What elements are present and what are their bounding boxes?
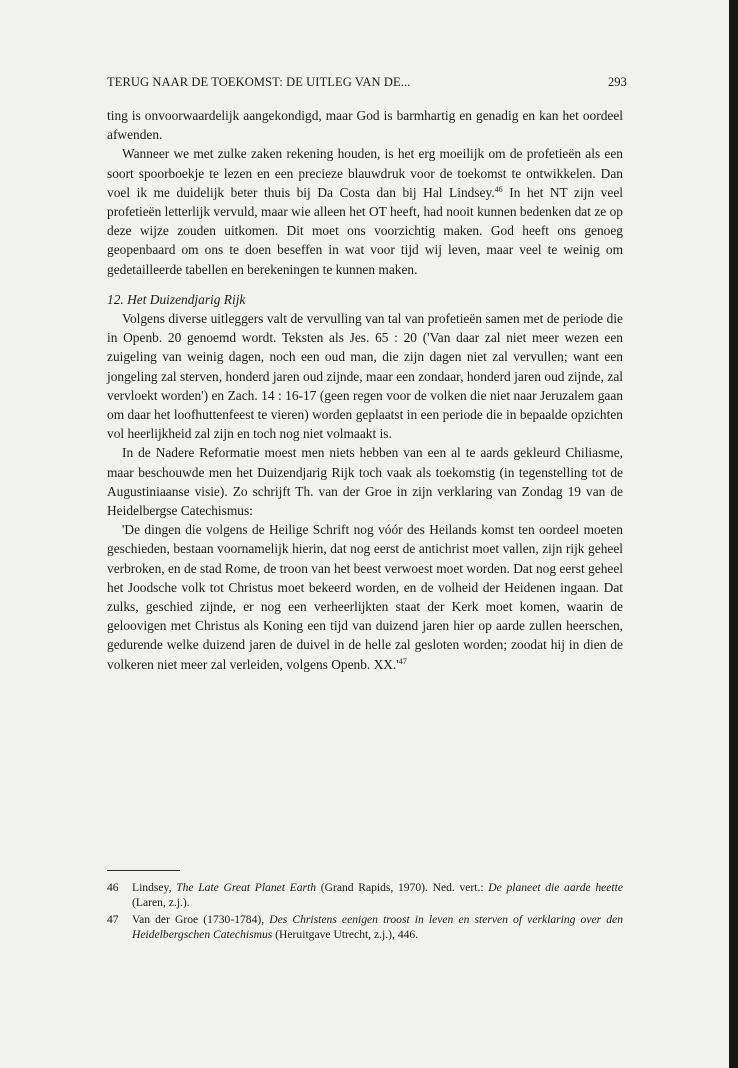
- footnote-rule: [107, 870, 180, 871]
- footnote-text: [132, 881, 623, 910]
- footnote-details: (Grand Rapids, 1970). Ned. vert.:: [316, 881, 489, 894]
- main-text: [107, 106, 623, 674]
- footnote-46: [107, 881, 623, 910]
- paragraph-2: [107, 144, 623, 278]
- running-title: TERUG NAAR DE TOEKOMST: DE UITLEG VAN DE...: [107, 75, 411, 89]
- footnote-author: Lindsey,: [132, 881, 177, 894]
- footnote-details: (Heruitgave Utrecht, z.j.), 446.: [272, 927, 419, 941]
- paragraph-2-part-a: Wanneer we met zulke zaken rekening houden, is het erg moeilijk om de profetieën als een soort spoorboekje te lezen en een precieze blauwdruk voor de toekomst te ontwikkelen. Dan voel ik me duidelijk beter thuis bij Da Costa dan bij Hal Lindsey.: [107, 146, 623, 200]
- paragraph-3: Volgens diverse uitleggers valt de vervulling van tal van profetieën samen met de periode die in Openb. 20 genoemd wordt. Teksten als Jes. 65 : 20 ('Van daar zal niet meer wezen een zuigeling van weinig dagen, noch een oud man, die zijn dagen niet zal vervullen; want een jongeling zal sterven, honderd jaren oud zijnde, maar een zondaar, honderd jaren oud zijnde, zal vervloekt worden') en Zach. 14 : 16-17 (geen regen voor de volken die niet naar Jeruzalem gaan om daar het loofhuttenfeest te vieren) worden geplaatst in een periode die in bepaalde opzichten vol heerlijkheid zal zijn en toch nog niet volmaakt is.: [107, 311, 623, 442]
- scan-edge: [729, 0, 738, 1068]
- quotation-text: 'De dingen die volgens de Heilige Schrift nog vóór des Heilands komst ten oordeel moeten geschieden, bestaan voornamelijk hierin, dat nog eerst de antichrist moet vallen, zijn rijk geheel verbroken, en de stad Rome, de troon van het beest verwoest moet worden. Dat nog eerst geheel het Joodsche volk tot Christus moet bekeerd worden, en de volheid der Heidenen ingaan. Dat zulks, geschied zijnde, er nog een verheerlijkten staat der Kerk moet komen, waarin de geloovigen met Christus als Koning een tijd van duizend jaren hier op aarde zullen heerschen, gedurende welke duizend jaren de duivel in de helle zal gesloten worden; zoodat hij in dien de volkeren niet meer zal verleiden, volgens Openb. XX.': [107, 522, 623, 672]
- footnote-ref-47: 47: [398, 656, 407, 666]
- paragraph-4: In de Nadere Reformatie moest men niets hebben van een al te aards gekleurd Chiliasme, maar beschouwde men het Duizendjarig Rijk toch vaak als toekomstig (in tegenstelling tot de Augustiniaanse visie). Zo schrijft Th. van der Groe in zijn verklaring van Zondag 19 van de Heidelbergse Catechismus:: [107, 445, 623, 519]
- footnote-47: [107, 913, 623, 942]
- footnotes: [107, 881, 623, 945]
- footnote-number: 46: [107, 881, 119, 894]
- footnote-ref-46: 46: [494, 184, 503, 194]
- paragraph-2-part-b: In het NT zijn veel profetieën letterlijk vervuld, maar wie alleen het OT heeft, had nooit kunnen bedenken dat ze op deze wijze zouden uitkomen. Dit moet ons voorzichtig maken. God heeft ons genoeg geopenbaard om ons te doen beseffen in wat voor tijd wij leven, maar veel te weinig om gedetailleerde tabellen en berekeningen te kunnen maken.: [107, 184, 623, 277]
- paragraph-1: ting is onvoorwaardelijk aangekondigd, maar God is barmhartig en genadig en kan het oordeel afwenden.: [107, 108, 623, 143]
- running-header: [107, 75, 627, 90]
- footnote-number: 47: [107, 913, 119, 927]
- footnote-text: [132, 913, 623, 942]
- quotation: [107, 520, 623, 674]
- footnote-title: The Late Great Planet Earth: [176, 881, 317, 894]
- page-number: 293: [607, 75, 627, 89]
- section-heading: 12. Het Duizendjarig Rijk: [107, 291, 246, 307]
- footnote-title-translation: De planeet die aarde heette: [488, 881, 623, 894]
- footnote-author: Van der Groe (1730-1784),: [132, 913, 270, 927]
- footnote-end: (Laren, z.j.).: [132, 895, 190, 909]
- footnote-title: Des Christens eenigen troost in leven en sterven of verklaring over den Heidelbergschen Catechismus: [132, 913, 623, 941]
